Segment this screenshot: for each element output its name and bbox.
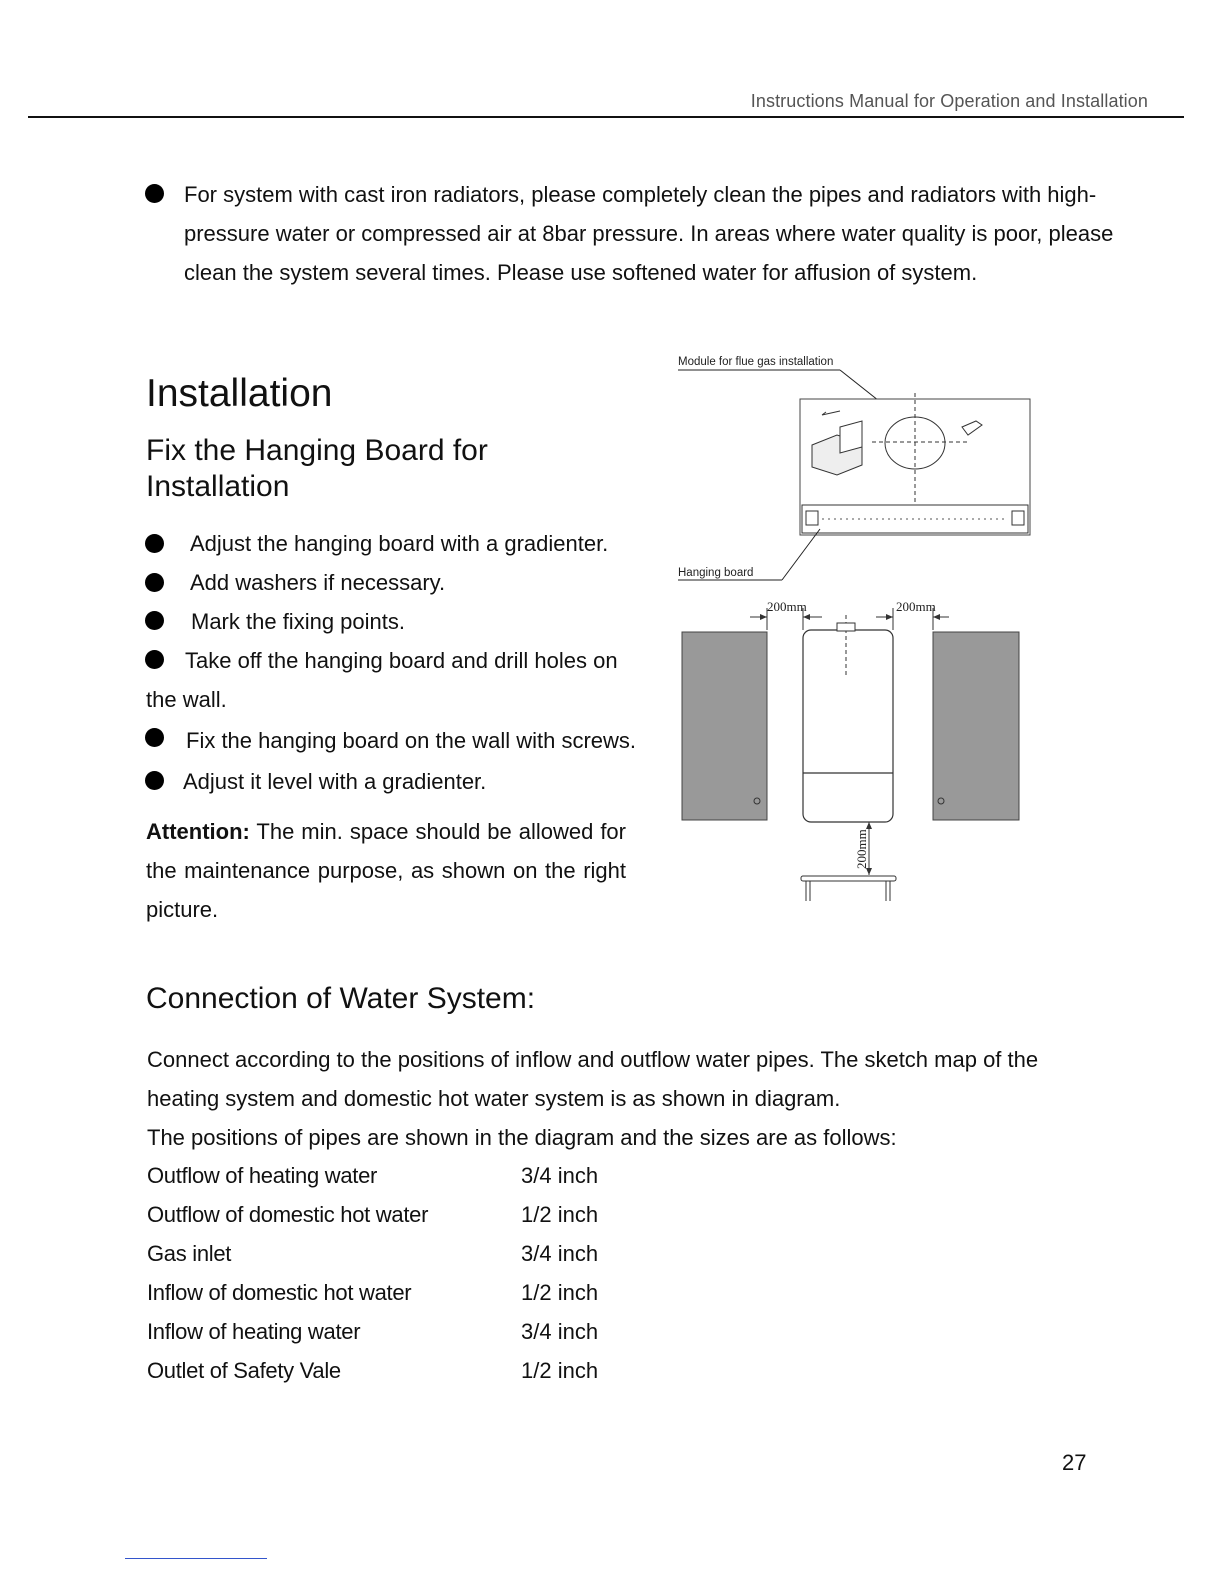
attention-label: Attention: — [146, 819, 250, 844]
left-cabinet — [682, 632, 767, 820]
step-washers: Add washers if necessary. — [190, 570, 446, 595]
pipe-size: 3/4 inch — [521, 1241, 599, 1266]
running-header: Instructions Manual for Operation and Installation — [750, 91, 1148, 111]
pipe-size: 3/4 inch — [521, 1319, 599, 1344]
step-drill-continued: the wall. — [146, 687, 227, 712]
page-number: 27 — [1062, 1450, 1087, 1475]
step-mark: Mark the fixing points. — [191, 609, 405, 634]
label-hanging-board: Hanging board — [678, 567, 754, 579]
bullet-icon — [145, 573, 164, 592]
water-system-heading: Connection of Water System: — [146, 982, 536, 1015]
bullet-icon — [145, 611, 164, 630]
bullet-icon — [145, 650, 164, 669]
attention-note — [146, 812, 626, 929]
attention-text: The min. space should be allowed for the maintenance purpose, as shown on the right picture. — [146, 819, 626, 922]
step-level: Adjust it level with a gradienter. — [183, 769, 487, 794]
intro-paragraph: For system with cast iron radiators, please completely clean the pipes and radiators with high-pressure water or compressed air at 8bar pressure. In areas where water quality is poor, please clean the system several times. Please use softened water for affusion of system. — [184, 182, 1114, 285]
step-fix-screws: Fix the hanging board on the wall with screws. — [186, 728, 637, 753]
bullet-icon — [145, 728, 164, 747]
dim-bottom: 200mm — [854, 829, 869, 869]
bullet-icon — [145, 771, 164, 790]
header-rule — [28, 116, 1184, 118]
pipe-size: 3/4 inch — [521, 1163, 599, 1188]
pipe-size: 1/2 inch — [521, 1280, 599, 1305]
pipe-size: 1/2 inch — [521, 1358, 599, 1383]
bullet-icon — [145, 184, 164, 203]
water-paragraph-2: The positions of pipes are shown in the diagram and the sizes are as follows: — [147, 1125, 897, 1150]
floor-table — [801, 876, 896, 881]
right-cabinet — [933, 632, 1019, 820]
dim-left: 200mm — [767, 599, 807, 614]
step-drill: Take off the hanging board and drill holes on — [185, 648, 618, 673]
water-paragraph-1: Connect according to the positions of inflow and outflow water pipes. The sketch map of the heating system and domestic hot water system is as shown in diagram. — [147, 1047, 1039, 1111]
pipe-name: Inflow of heating water — [147, 1319, 361, 1344]
water-system-description — [147, 1040, 1107, 1157]
footer-line — [125, 1558, 267, 1559]
pipe-name: Outflow of domestic hot water — [147, 1202, 429, 1227]
pipe-name: Gas inlet — [147, 1241, 232, 1266]
pipe-name: Outflow of heating water — [147, 1163, 378, 1188]
boiler-front — [803, 630, 893, 822]
board-leader-line — [782, 529, 820, 580]
step-adjust: Adjust the hanging board with a gradienter. — [190, 531, 609, 556]
label-module: Module for flue gas installation — [678, 356, 834, 368]
installation-diagram — [672, 345, 1042, 915]
pipe-name: Outlet of Safety Vale — [147, 1358, 341, 1383]
bullet-icon — [145, 534, 164, 553]
dim-right: 200mm — [896, 599, 936, 614]
hanging-board-subheading: Fix the Hanging Board for Installation — [146, 434, 488, 503]
pipe-size: 1/2 inch — [521, 1202, 599, 1227]
installation-heading: Installation — [146, 372, 333, 415]
pipe-name: Inflow of domestic hot water — [147, 1280, 412, 1305]
